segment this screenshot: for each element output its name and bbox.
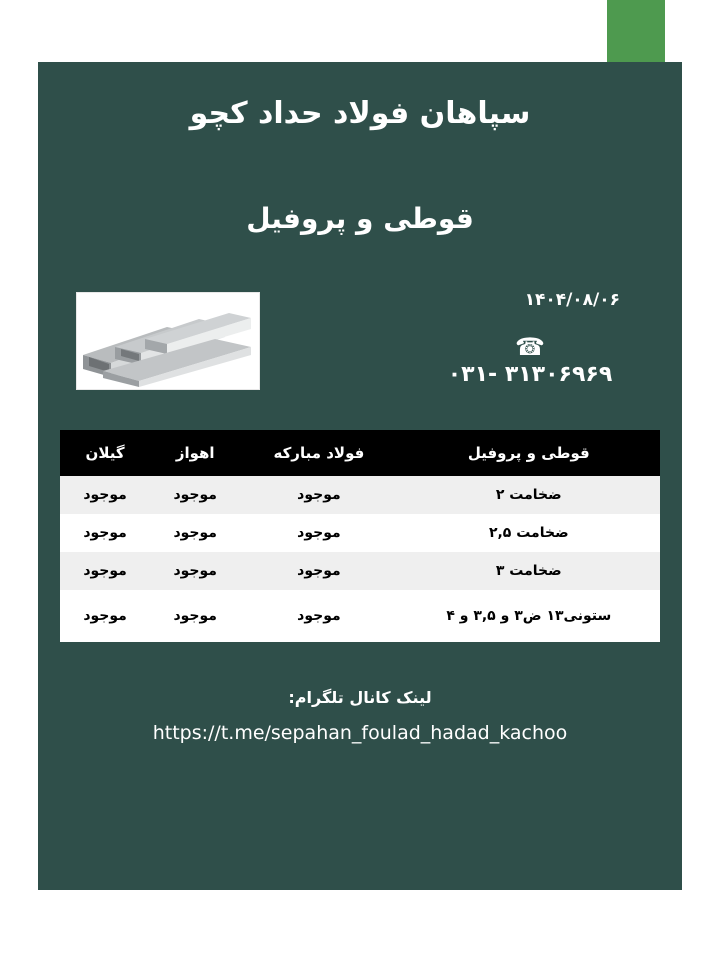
steel-profiles-illustration (76, 293, 259, 390)
product-title: قوطی و پروفیل (246, 202, 474, 235)
col-header-product: قوطی و پروفیل (398, 430, 660, 476)
cell-gilan: موجود (60, 552, 150, 590)
product-photo (76, 292, 260, 390)
cell-product: ضخامت ۲ (398, 476, 660, 514)
table-row (60, 552, 660, 590)
cell-gilan: موجود (60, 514, 150, 552)
cell-product: ستونی۱۳ ض۳ و ۳,۵ و ۴ (398, 590, 660, 642)
col-header-gilan: گیلان (60, 430, 150, 476)
cell-mobarakeh: موجود (240, 476, 397, 514)
telegram-link[interactable]: https://t.me/sepahan_foulad_hadad_kachoo (152, 722, 568, 744)
table-row (60, 590, 660, 642)
table-head (60, 430, 660, 476)
cell-product: ضخامت ۲,۵ (398, 514, 660, 552)
cell-product: ضخامت ۳ (398, 552, 660, 590)
date-label: ۱۴۰۴/۰۸/۰۶ (524, 290, 620, 310)
phone-block (410, 334, 650, 387)
phone-number: ۰۳۱- ۳۱۳۰۶۹۶۹ (447, 362, 613, 387)
cell-mobarakeh: موجود (240, 514, 397, 552)
cell-ahvaz: موجود (150, 552, 240, 590)
col-header-mobarakeh: فولاد مبارکه (240, 430, 397, 476)
cell-gilan: موجود (60, 476, 150, 514)
availability-table-wrap (60, 430, 660, 642)
content-panel (38, 62, 682, 890)
table-row (60, 514, 660, 552)
cell-mobarakeh: موجود (240, 552, 397, 590)
telegram-label: لینک کانال تلگرام: (288, 688, 432, 707)
table-body (60, 476, 660, 642)
cell-ahvaz: موجود (150, 514, 240, 552)
cell-ahvaz: موجود (150, 590, 240, 642)
telephone-icon: ☎ (515, 333, 545, 361)
availability-table (60, 430, 660, 642)
cell-ahvaz: موجود (150, 476, 240, 514)
company-title: سپاهان فولاد حداد کچو (189, 96, 531, 131)
cell-mobarakeh: موجود (240, 590, 397, 642)
table-row (60, 476, 660, 514)
table-header-row (60, 430, 660, 476)
col-header-ahvaz: اهواز (150, 430, 240, 476)
cell-gilan: موجود (60, 590, 150, 642)
